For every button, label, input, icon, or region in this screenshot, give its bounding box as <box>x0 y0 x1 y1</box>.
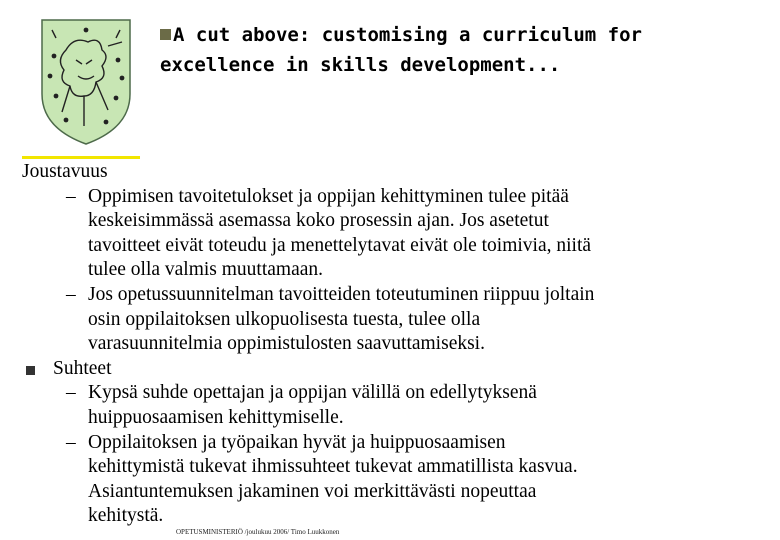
text-line: kehittymistä tukevat ihmissuhteet tukevat ammatillista kasvua. <box>88 456 578 478</box>
slide-content <box>22 160 762 529</box>
text-line: Oppimisen tavoitetulokset ja oppijan kehittyminen tulee pitää <box>88 185 569 207</box>
text-line: tavoitteet eivät toteudu ja menettelytavat eivät ole toimivia, niitä <box>88 234 592 256</box>
title-line-1: A cut above: customising a curriculum for <box>173 24 642 46</box>
text-line: Jos opetussuunnitelman tavoitteiden toteutuminen riippuu joltain <box>88 283 595 305</box>
slide-title <box>160 20 760 80</box>
text-line: Oppilaitoksen ja työpaikan hyvät ja huippuosaamisen <box>88 431 506 453</box>
text-line: tulee olla valmis muuttamaan. <box>88 259 324 281</box>
text-line: osin oppilaitoksen ulkopuolisesta tuesta, tulee olla <box>88 308 481 330</box>
text-line: Asiantuntemuksen jakaminen voi merkittävästi nopeuttaa <box>88 480 537 502</box>
dash-marker: – <box>66 382 76 404</box>
dash-marker: – <box>66 431 76 453</box>
text-line: keskeisimmässä asemassa koko prosessin ajan. Jos asetetut <box>88 210 549 232</box>
section-heading-suhteet <box>22 357 762 382</box>
section-heading-joustavuus: Joustavuus <box>22 161 108 182</box>
dash-marker: – <box>66 283 76 305</box>
title-line-2: excellence in skills development... <box>160 54 561 76</box>
dash-marker: – <box>66 185 76 207</box>
list-item <box>22 381 762 430</box>
logo-underline <box>22 156 140 159</box>
lion-coat-of-arms-logo <box>36 16 136 148</box>
text-line: kehitystä. <box>88 505 164 527</box>
text-line: Kypsä suhde opettajan ja oppijan välillä on edellytyksenä <box>88 382 537 404</box>
title-bullet-icon <box>160 29 171 40</box>
text-line: huippuosaamisen kehittymiselle. <box>88 406 344 428</box>
list-item <box>22 185 762 283</box>
list-item <box>22 283 762 357</box>
square-bullet-icon <box>26 366 35 375</box>
list-item <box>22 431 762 529</box>
slide-footer: OPETUSMINISTERIÖ /joulukuu 2006/ Timo Luukkonen <box>176 528 340 536</box>
section-heading-text: Suhteet <box>53 357 112 379</box>
text-line: varasuunnitelmia oppimistulosten saavuttamiseksi. <box>88 333 485 355</box>
